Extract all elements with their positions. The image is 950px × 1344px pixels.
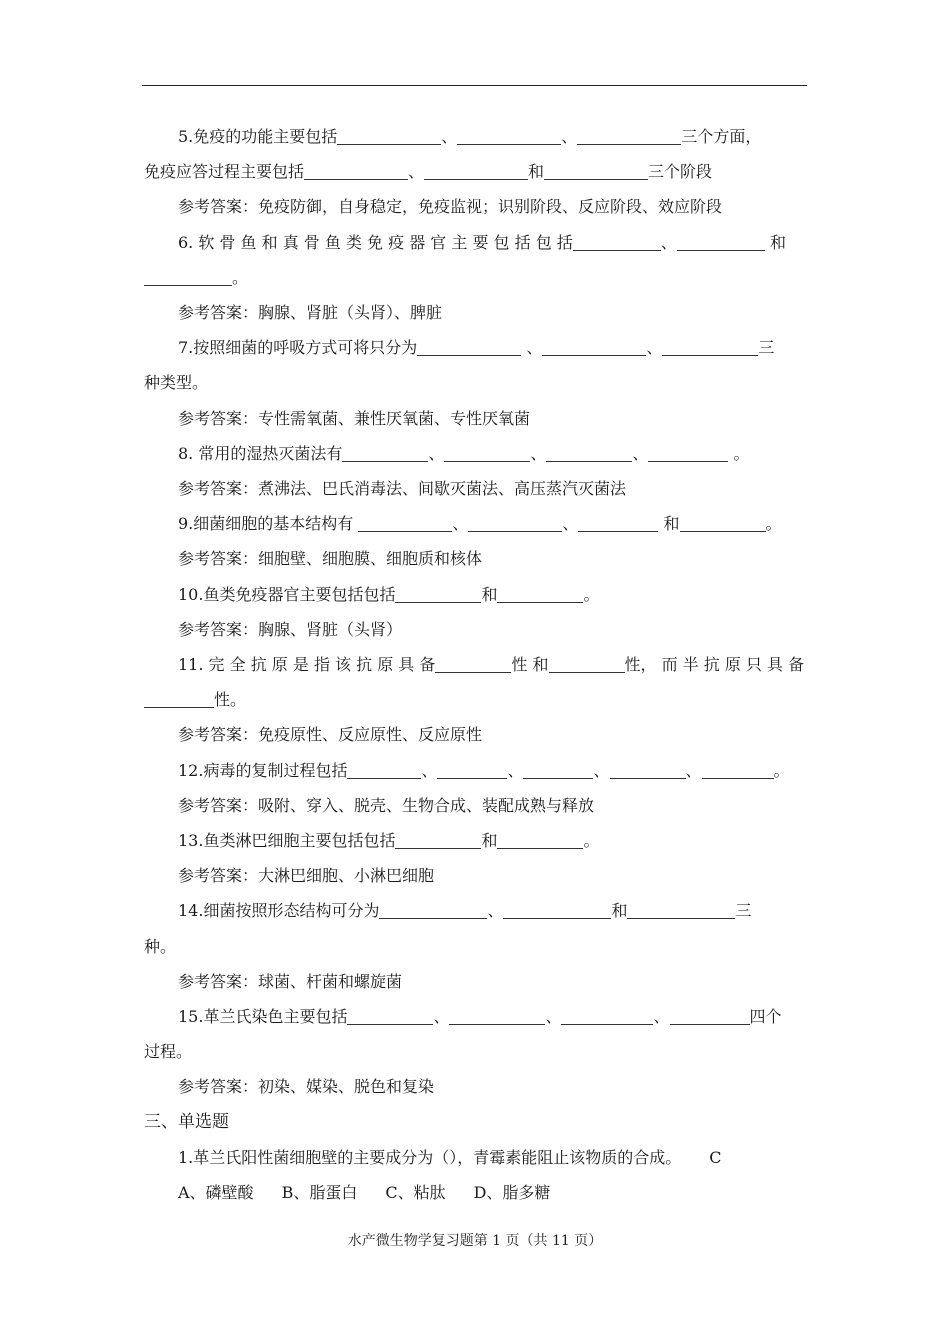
option-b: B、脂蛋白 (281, 1183, 358, 1203)
question-12: 12.病毒的复制过程包括 、 、 、 、 。 (178, 760, 790, 780)
blank (503, 902, 611, 919)
question-11-line2: 性。 (144, 682, 808, 717)
blank (444, 445, 530, 462)
answer-6: 参考答案：胸腺、肾脏（头肾）、脾脏 (178, 303, 443, 323)
blank (549, 656, 625, 673)
question-7-line2: 种类型。 (144, 373, 209, 393)
section-heading: 三、单选题 (144, 1111, 229, 1132)
blank (662, 339, 758, 356)
blank (304, 163, 408, 180)
blank (342, 445, 428, 462)
question-11: 11. 完 全 抗 原 是 指 该 抗 原 具 备 性 和 性， 而 半 抗 原 只 具 备 (178, 655, 805, 675)
blank (468, 515, 562, 532)
blank (435, 656, 511, 673)
blank (546, 445, 632, 462)
answer-14: 参考答案：球菌、杆菌和螺旋菌 (178, 971, 403, 991)
blank (347, 762, 421, 779)
blank (449, 1008, 545, 1025)
answer-15: 参考答案：初染、媒染、脱色和复染 (178, 1077, 435, 1097)
blank (670, 1008, 750, 1025)
blank (544, 163, 648, 180)
option-c: C、粘肽 (385, 1183, 446, 1203)
question-7: 7.按照细菌的呼吸方式可将只分为 、 、 三 (178, 338, 775, 358)
answer-5: 参考答案：免疫防御，自身稳定，免疫监视；识别阶段、反应阶段、效应阶段 (178, 197, 723, 217)
answer-12: 参考答案：吸附、穿入、脱壳、生物合成、装配成熟与释放 (178, 795, 595, 815)
blank (497, 832, 583, 849)
question-15-line2: 过程。 (144, 1042, 193, 1062)
blank (417, 339, 521, 356)
blank (577, 128, 681, 145)
question-13: 13.鱼类淋巴细胞主要包括包括 和 。 (178, 831, 600, 851)
question-5-line2: 免疫应答过程主要包括 、 和 三个阶段 (144, 162, 713, 182)
option-a: A、磷壁酸 (178, 1183, 254, 1203)
question-5: 5.免疫的功能主要包括 、 、 三个方面， (178, 127, 762, 146)
option-d: D、脂多糖 (473, 1183, 551, 1203)
page-footer: 水产微生物学复习题第 1 页（共 11 页） (347, 1233, 603, 1249)
blank (523, 762, 593, 779)
blank (437, 762, 507, 779)
answer-9: 参考答案：细胞壁、细胞膜、细胞质和核体 (178, 549, 483, 569)
answer-10: 参考答案：胸腺、肾脏（头肾） (178, 619, 403, 639)
blank (680, 515, 766, 532)
blank (358, 515, 452, 532)
question-6-line2: 。 (144, 260, 808, 295)
question-14: 14.细菌按照形态结构可分为 、 和 三 (178, 901, 752, 921)
blank (702, 762, 774, 779)
mcq-1-options (144, 1175, 808, 1210)
blank (627, 902, 735, 919)
question-8: 8. 常用的湿热灭菌法有 、 、 、 。 (178, 443, 750, 463)
blank (573, 234, 661, 251)
answer-13: 参考答案：大淋巴细胞、小淋巴细胞 (178, 866, 435, 886)
blank (379, 902, 487, 919)
blank (542, 339, 646, 356)
blank (395, 586, 481, 603)
blank (337, 128, 441, 145)
answer-7: 参考答案：专性需氧菌、兼性厌氧菌、专性厌氧菌 (178, 408, 531, 428)
question-6: 6. 软 骨 鱼 和 真 骨 鱼 类 免 疫 器 官 主 要 包 括 包 括 、 和 (178, 232, 786, 252)
blank (424, 163, 528, 180)
blank (677, 234, 765, 251)
blank (144, 691, 214, 708)
mcq-1-answer: C (709, 1147, 722, 1167)
mcq-1: 1.革兰氏阳性菌细胞壁的主要成分为（），青霉素能阻止该物质的合成。 C (178, 1147, 722, 1167)
blank (648, 445, 728, 462)
blank (144, 269, 232, 286)
blank (497, 586, 583, 603)
blank (395, 832, 481, 849)
blank (561, 1008, 653, 1025)
blank (347, 1008, 433, 1025)
blank (610, 762, 686, 779)
answer-8: 参考答案：煮沸法、巴氏消毒法、间歇灭菌法、高压蒸汽灭菌法 (178, 479, 627, 499)
question-15: 15.革兰氏染色主要包括 、 、 、 四个 (178, 1007, 782, 1027)
blank (578, 515, 658, 532)
question-14-line2: 种。 (144, 936, 177, 956)
header-rule (142, 85, 807, 86)
answer-11: 参考答案：免疫原性、反应原性、反应原性 (178, 725, 483, 745)
question-10: 10.鱼类免疫器官主要包括包括 和 。 (178, 584, 600, 604)
blank (457, 128, 561, 145)
page-content (144, 119, 808, 1210)
question-9: 9.细菌细胞的基本结构有 、 、 和 。 (178, 514, 782, 534)
